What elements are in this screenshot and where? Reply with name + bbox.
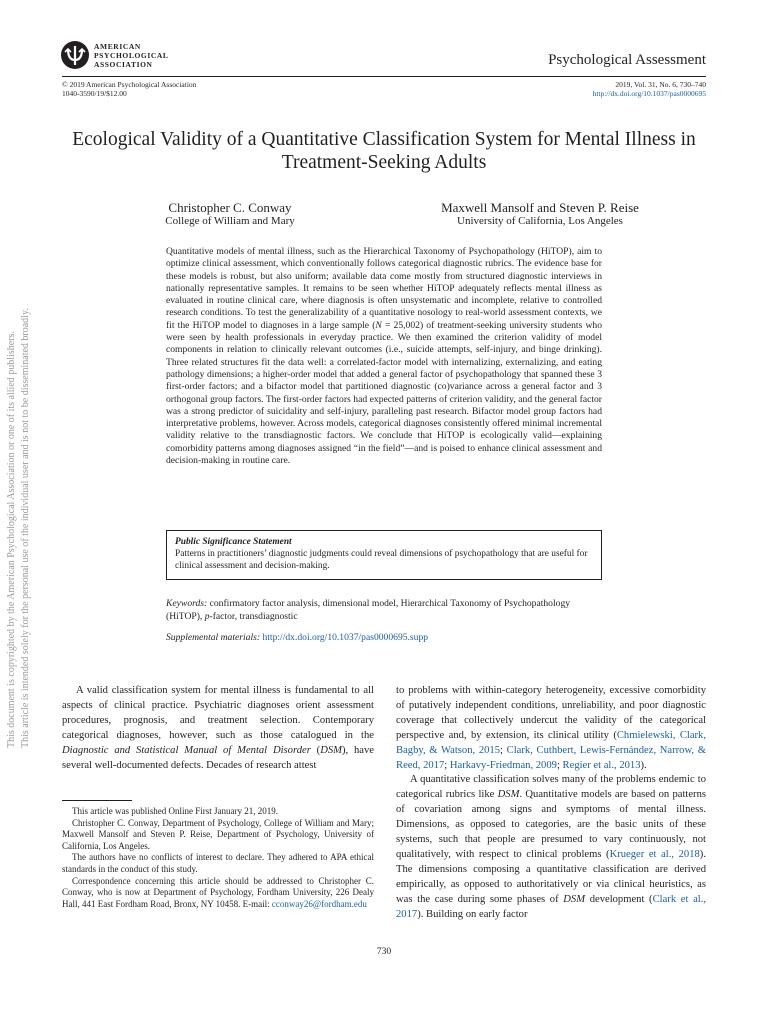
footnote: Correspondence concerning this article should be addressed to Christopher C. Conway, who is now at Department of Psychology, Fordham University, 226 Dealy Hall, 441 East Fordham Road, Bronx, NY 10458. E-mail: cconway26@fordham.edu: [62, 875, 374, 909]
citation-link[interactable]: Chmielewski, Clark, Bagby, & Watson, 2015: [396, 729, 706, 756]
page-number: 730: [376, 946, 392, 957]
citation-info: 2019, Vol. 31, No. 6, 730–740 http://dx.doi.org/10.1037/pas0000695: [592, 80, 706, 98]
keywords: Keywords: confirmatory factor analysis, dimensional model, Hierarchical Taxonomy of Psychopathology (HiTOP), p-factor, transdiagnostic: [166, 598, 571, 622]
article-title: Ecological Validity of a Quantitative Classification System for Mental Illness in Treatment-Seeking Adults: [72, 129, 696, 173]
body-paragraph: A quantitative classification solves many of the problems endemic to categorical rubrics like DSM. Quantitative models are based on patterns of covariation among signs and symptoms of mental illness. Dimensions, as opposed to categories, are the basic units of these systems, such that people are presumed to vary continuously, not qualitatively, with respect to clinical problems (Krueger et al., 2018). The dimensions composing a quantitative classification are derived empirically, as opposed to authoritatively or via clinical heuristics, as was the case during some phases of DSM development (Clark et al., 2017). Building on early factor: [396, 774, 707, 920]
citation-link[interactable]: Regier et al., 2013: [562, 759, 641, 771]
body-paragraph: to problems with within-category heterogeneity, excessive comorbidity of putatively independent conditions, unreliability, and poor diagnostic coverage that collectively undercut the validity of the categorical perspective and, by extension, its clinical utility (Chmielewski, Clark, Bagby, & Watson, 2015; Clark, Cuthbert, Lewis-Fernández, Narrow, & Reed, 2017; Harkavy-Friedman, 2009; Regier et al., 2013).: [396, 685, 706, 771]
journal-name: Psychological Assessment: [548, 52, 706, 68]
copyright-info: © 2019 American Psychological Association 1040-3590/19/$12.00: [62, 80, 197, 98]
public-significance-box: [166, 530, 602, 580]
significance-text: Patterns in practitioners’ diagnostic judgments could reveal dimensions of psychopathology that are useful for clinical assessment and decision-making.: [175, 549, 588, 571]
footnote: This article was published Online First January 21, 2019.: [72, 806, 278, 816]
abstract: Quantitative models of mental illness, such as the Hierarchical Taxonomy of Psychopathology (HiTOP), aim to optimize clinical assessment, which conventionally follows categorical diagnostic rubrics. The evidence base for these models is robust, but also uniform; available data come mostly from structured diagnostic interviews in nationally representative samples. It remains to be seen whether HiTOP adequately reflects mental illness as evaluated in routine clinical care, where diagnosis is often unsystematic and incomplete, relative to controlled research conditions. To test the generalizability of a quantitative nosology to real-world assessment contexts, we fit the HiTOP model to diagnoses in a large sample (N = 25,002) of treatment-seeking university students who were seen by health professionals in everyday practice. We then examined the criterion validity of model components in relation to clinically relevant outcomes (i.e., suicide attempts, self-injury, and binge drinking). Three related structures fit the data well: a correlated-factor model with internalizing, externalizing, and eating pathology dimensions; a higher-order model that added a general factor of psychopathology that spanned these 3 first-order factors; and a bifactor model that partitioned diagnostic (co)variance across a general factor and 3 orthogonal group factors. The first-order factors had expected patterns of criterion validity, and the general factor was a strong predictor of suicidality and self-injury, paralleling past research. Bifactor model group factors had interpretative problems, however. Across models, categorical diagnoses consistently offered minimal incremental validity relative to the transdiagnostic factors. We conclude that HiTOP is ecologically valid—explaining comorbidity patterns among diagnoses assigned “in the field”—and is poised to enhance clinical assessment and decision-making in routine care.: [166, 246, 602, 467]
body-paragraph: A valid classification system for mental illness is fundamental to all aspects of clinical practice. Psychiatric diagnoses orient assessment procedures, prognosis, and treatment selection. Contemporary categorical diagnoses, however, such as those catalogued in the Diagnostic and Statistical Manual of Mental Disorder (DSM), have several well-documented defects. Decades of research attest: [62, 685, 375, 771]
footnote: The authors have no conflicts of interest to declare. They adhered to APA ethical standards in the conduct of this study.: [62, 852, 374, 874]
doi-link[interactable]: http://dx.doi.org/10.1037/pas0000695: [592, 89, 706, 98]
author-block-2: [410, 200, 670, 228]
author-name: Christopher C. Conway: [168, 200, 292, 215]
footnote: Christopher C. Conway, Department of Psychology, College of William and Mary; Maxwell Mansolf and Steven P. Reise, Department of Psychology, University of California, Los Angeles.: [62, 817, 374, 851]
author-affiliation: College of William and Mary: [165, 215, 295, 227]
author-name: Maxwell Mansolf and Steven P. Reise: [441, 200, 639, 215]
body-column-right: [396, 684, 706, 923]
author-block-1: [120, 200, 340, 228]
apa-logo-text: AMERICAN PSYCHOLOGICAL ASSOCIATION: [94, 42, 169, 69]
citation-link[interactable]: Harkavy-Friedman, 2009: [449, 759, 557, 771]
citation-link[interactable]: Krueger et al., 2018: [609, 848, 700, 860]
apa-logo: [60, 40, 200, 74]
body-column-left: [62, 684, 374, 773]
email-link[interactable]: cconway26@fordham.edu: [271, 898, 367, 909]
copyright-watermark-1: This document is copyrighted by the American Psychological Association or one of its allied publishers.: [6, 331, 17, 748]
footnotes: [62, 806, 374, 910]
author-affiliation: University of California, Los Angeles: [457, 215, 623, 227]
supplemental-link[interactable]: http://dx.doi.org/10.1037/pas0000695.supp: [262, 632, 429, 643]
copyright-watermark-2: This article is intended solely for the personal use of the individual user and is not to be disseminated broadly.: [20, 308, 31, 748]
footnote-rule: [62, 800, 132, 801]
apa-logo-icon: [60, 40, 90, 70]
supplemental-materials: Supplemental materials: http://dx.doi.org/10.1037/pas0000695.supp: [166, 632, 429, 643]
citation-link[interactable]: Clark et al., 2017: [396, 893, 707, 920]
significance-title: Public Significance Statement: [175, 537, 292, 547]
citation-link[interactable]: Clark, Cuthbert, Lewis-Fernández, Narrow, & Reed, 2017: [396, 744, 706, 771]
header-rule: [62, 76, 706, 77]
